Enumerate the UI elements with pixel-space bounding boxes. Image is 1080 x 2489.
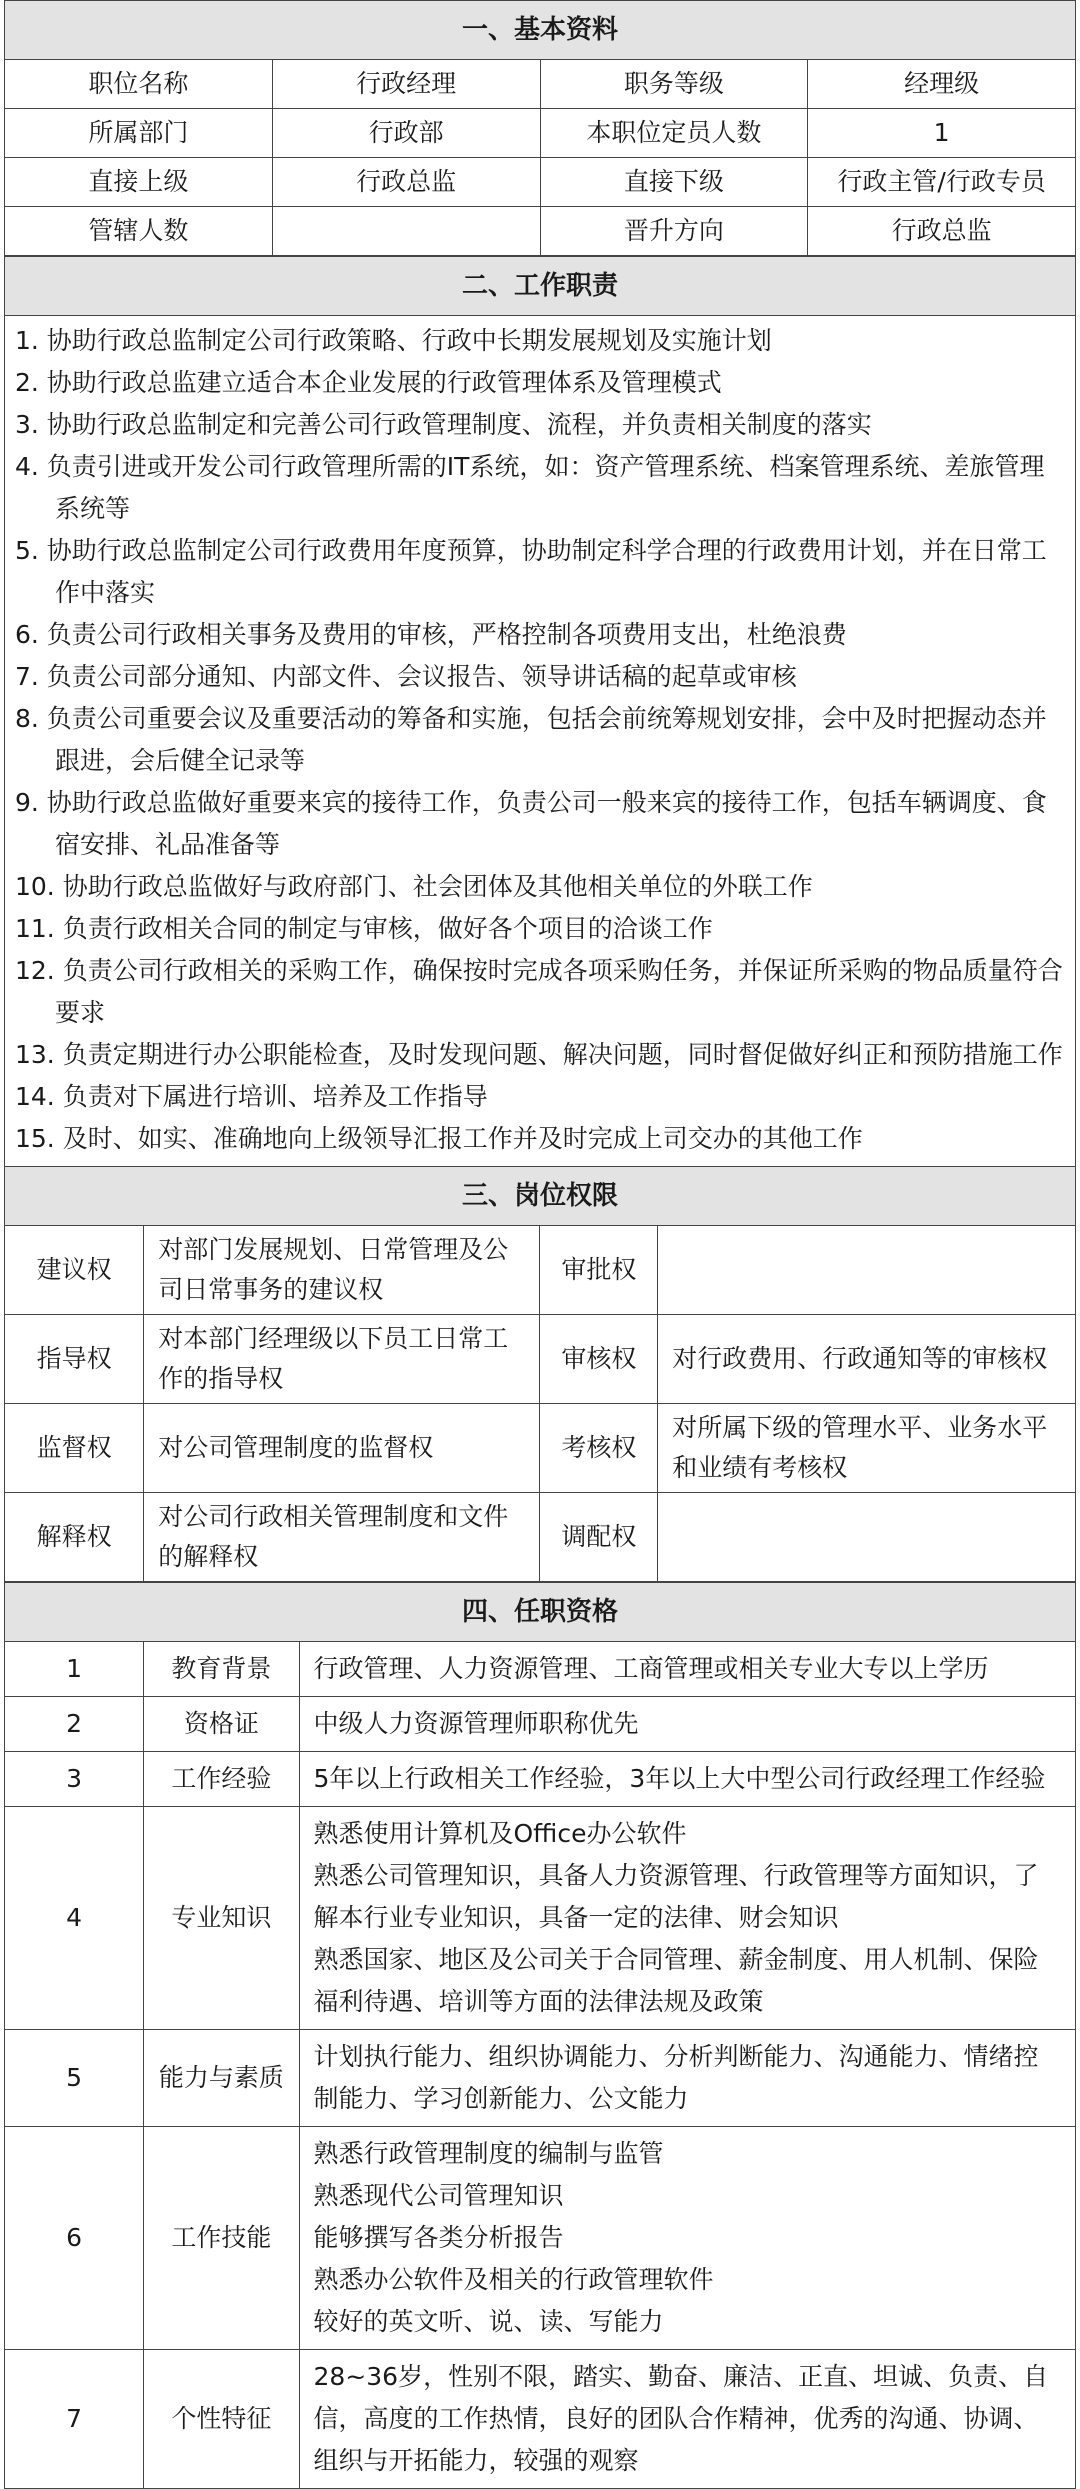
requirement-line: 28~36岁，性别不限，踏实、勤奋、廉洁、正直、坦诚、负责、自信，高度的工作热情，良好的团队合作精神，优秀的沟通、协调、组织与开拓能力，较强的观察 <box>313 2362 1049 2475</box>
field-value: 行政总监 <box>808 207 1076 256</box>
duty-item: 2. 协助行政总监建立适合本企业发展的行政管理体系及管理模式 <box>15 368 722 397</box>
qualification-category: 专业知识 <box>144 1807 299 2030</box>
authority-description: 对所属下级的管理水平、业务水平和业绩有考核权 <box>658 1404 1076 1493</box>
requirement-line: 较好的英文听、说、读、写能力 <box>313 2307 664 2336</box>
qualification-category: 资格证 <box>144 1697 299 1752</box>
authority-type: 审核权 <box>540 1315 658 1404</box>
field-value: 经理级 <box>808 60 1076 109</box>
authority-type: 调配权 <box>540 1493 658 1582</box>
field-label: 管辖人数 <box>5 207 273 256</box>
qualification-number: 5 <box>5 2030 144 2127</box>
field-value: 行政总监 <box>272 158 540 207</box>
qualification-table <box>4 1641 1076 2489</box>
duty-item: 5. 协助行政总监制定公司行政费用年度预算，协助制定科学合理的行政费用计划，并在日常工作中落实 <box>15 536 1047 607</box>
duty-item: 8. 负责公司重要会议及重要活动的筹备和实施，包括会前统筹规划安排，会中及时把握动态并跟进，会后健全记录等 <box>15 704 1047 775</box>
duty-item: 13. 负责定期进行办公职能检查，及时发现问题、解决问题，同时督促做好纠正和预防措施工作 <box>15 1040 1063 1069</box>
qualification-requirements <box>299 1807 1076 2030</box>
section-qualification-title: 四、任职资格 <box>4 1582 1076 1641</box>
requirement-line: 熟悉使用计算机及Office办公软件 <box>313 1819 687 1848</box>
authority-table <box>4 1225 1076 1582</box>
qualification-requirements <box>299 1697 1076 1752</box>
qualification-requirements <box>299 1752 1076 1807</box>
authority-row <box>5 1315 1076 1404</box>
authority-description: 对公司管理制度的监督权 <box>144 1404 540 1493</box>
requirement-line: 熟悉办公软件及相关的行政管理软件 <box>313 2265 714 2294</box>
authority-type: 指导权 <box>5 1315 144 1404</box>
authority-type: 监督权 <box>5 1404 144 1493</box>
qualification-requirements <box>299 2350 1076 2489</box>
requirement-line: 行政管理、人力资源管理、工商管理或相关专业大专以上学历 <box>313 1654 989 1683</box>
duty-item: 6. 负责公司行政相关事务及费用的审核，严格控制各项费用支出，杜绝浪费 <box>15 620 847 649</box>
qualification-number: 6 <box>5 2127 144 2350</box>
field-label: 职务等级 <box>540 60 808 109</box>
field-value: 行政部 <box>272 109 540 158</box>
section-duties-title: 二、工作职责 <box>4 256 1076 315</box>
qualification-row <box>5 1807 1076 2030</box>
section-authority-title: 三、岗位权限 <box>4 1166 1076 1225</box>
basic-info-row <box>5 60 1076 109</box>
qualification-row <box>5 1697 1076 1752</box>
requirement-line: 能够撰写各类分析报告 <box>313 2223 564 2252</box>
duty-item: 9. 协助行政总监做好重要来宾的接待工作，负责公司一般来宾的接待工作，包括车辆调度、食宿安排、礼品准备等 <box>15 788 1047 859</box>
requirement-line: 熟悉公司管理知识，具备人力资源管理、行政管理等方面知识，了解本行业专业知识，具备一定的法律、财会知识 <box>313 1861 1039 1932</box>
field-value: 行政主管/行政专员 <box>808 158 1076 207</box>
authority-row <box>5 1226 1076 1315</box>
duty-item: 3. 协助行政总监制定和完善公司行政管理制度、流程，并负责相关制度的落实 <box>15 410 872 439</box>
duty-item: 11. 负责行政相关合同的制定与审核，做好各个项目的洽谈工作 <box>15 914 713 943</box>
authority-description <box>658 1226 1076 1315</box>
duty-item: 12. 负责公司行政相关的采购工作，确保按时完成各项采购任务，并保证所采购的物品质量符合要求 <box>15 956 1063 1027</box>
qualification-category: 个性特征 <box>144 2350 299 2489</box>
basic-info-table <box>4 59 1076 256</box>
field-value: 1 <box>808 109 1076 158</box>
qualification-requirements <box>299 2127 1076 2350</box>
authority-description <box>658 1493 1076 1582</box>
basic-info-row <box>5 109 1076 158</box>
requirement-line: 熟悉国家、地区及公司关于合同管理、薪金制度、用人机制、保险福利待遇、培训等方面的法律法规及政策 <box>313 1945 1039 2016</box>
qualification-row <box>5 2127 1076 2350</box>
authority-description: 对本部门经理级以下员工日常工作的指导权 <box>144 1315 540 1404</box>
authority-row <box>5 1404 1076 1493</box>
duty-item: 4. 负责引进或开发公司行政管理所需的IT系统，如：资产管理系统、档案管理系统、差旅管理系统等 <box>15 452 1045 523</box>
duties-list <box>4 315 1076 1166</box>
field-value <box>272 207 540 256</box>
qualification-number: 7 <box>5 2350 144 2489</box>
field-label: 本职位定员人数 <box>540 109 808 158</box>
requirement-line: 中级人力资源管理师职称优先 <box>313 1709 639 1738</box>
qualification-row <box>5 2350 1076 2489</box>
qualification-number: 2 <box>5 1697 144 1752</box>
qualification-category: 工作技能 <box>144 2127 299 2350</box>
authority-type: 解释权 <box>5 1493 144 1582</box>
authority-description: 对行政费用、行政通知等的审核权 <box>658 1315 1076 1404</box>
qualification-number: 3 <box>5 1752 144 1807</box>
requirement-line: 计划执行能力、组织协调能力、分析判断能力、沟通能力、情绪控制能力、学习创新能力、公文能力 <box>313 2042 1039 2113</box>
field-label: 职位名称 <box>5 60 273 109</box>
qualification-row <box>5 1752 1076 1807</box>
basic-info-row <box>5 158 1076 207</box>
qualification-category: 能力与素质 <box>144 2030 299 2127</box>
authority-type: 审批权 <box>540 1226 658 1315</box>
field-label: 晋升方向 <box>540 207 808 256</box>
authority-description: 对公司行政相关管理制度和文件的解释权 <box>144 1493 540 1582</box>
duty-item: 7. 负责公司部分通知、内部文件、会议报告、领导讲话稿的起草或审核 <box>15 662 797 691</box>
qualification-number: 1 <box>5 1642 144 1697</box>
section-basic-info-title: 一、基本资料 <box>4 0 1076 59</box>
qualification-number: 4 <box>5 1807 144 2030</box>
field-label: 直接上级 <box>5 158 273 207</box>
requirement-line: 熟悉行政管理制度的编制与监管 <box>313 2139 664 2168</box>
qualification-requirements <box>299 1642 1076 1697</box>
field-label: 所属部门 <box>5 109 273 158</box>
duty-item: 14. 负责对下属进行培训、培养及工作指导 <box>15 1082 488 1111</box>
duty-item: 1. 协助行政总监制定公司行政策略、行政中长期发展规划及实施计划 <box>15 326 772 355</box>
basic-info-row <box>5 207 1076 256</box>
field-value: 行政经理 <box>272 60 540 109</box>
qualification-row <box>5 2030 1076 2127</box>
qualification-row <box>5 1642 1076 1697</box>
duty-item: 10. 协助行政总监做好与政府部门、社会团体及其他相关单位的外联工作 <box>15 872 813 901</box>
qualification-requirements <box>299 2030 1076 2127</box>
authority-description: 对部门发展规划、日常管理及公司日常事务的建议权 <box>144 1226 540 1315</box>
authority-row <box>5 1493 1076 1582</box>
field-label: 直接下级 <box>540 158 808 207</box>
authority-type: 考核权 <box>540 1404 658 1493</box>
authority-type: 建议权 <box>5 1226 144 1315</box>
duty-item: 15. 及时、如实、准确地向上级领导汇报工作并及时完成上司交办的其他工作 <box>15 1124 863 1153</box>
qualification-category: 教育背景 <box>144 1642 299 1697</box>
qualification-category: 工作经验 <box>144 1752 299 1807</box>
requirement-line: 5年以上行政相关工作经验，3年以上大中型公司行政经理工作经验 <box>313 1764 1046 1793</box>
requirement-line: 熟悉现代公司管理知识 <box>313 2181 564 2210</box>
